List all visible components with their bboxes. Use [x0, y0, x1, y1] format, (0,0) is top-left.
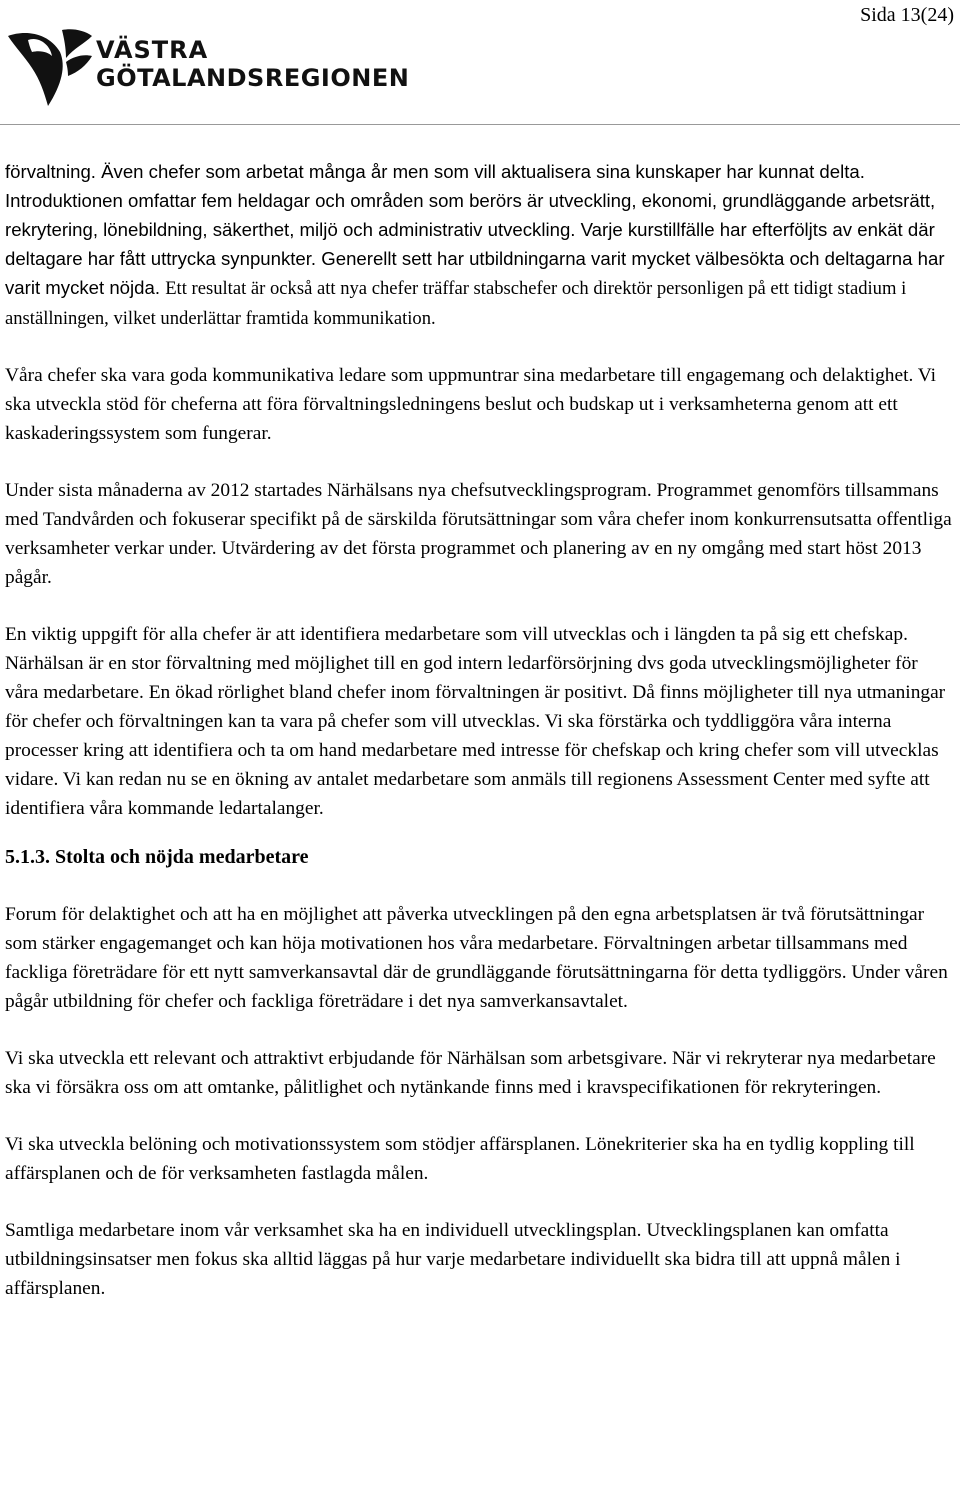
- header-divider: [0, 124, 960, 125]
- paragraph-text: Ett resultat är också att nya chefer träffar stabschefer och direktör personligen på ett tidigt stadium i anställningen, vilket underlättar framtida kommunikation.: [5, 278, 907, 329]
- logo-line-1: VÄSTRA: [96, 36, 209, 64]
- paragraph-employer-offer: Vi ska utveckla ett relevant och attraktivt erbjudande för Närhälsan som arbetsgivare. När vi rekryterar nya medarbetare ska vi försäkra oss om att omtanke, pålitlighet och nytänkande finns med i kravspecifikationen för rekryteringen.: [5, 1048, 936, 1098]
- page-number: Sida 13(24): [860, 4, 954, 26]
- paragraph-rewards: Vi ska utveckla belöning och motivationssystem som stödjer affärsplanen. Lönekriterier ska ha en tydlig koppling till affärsplanen och de för verksamheten fastlagda målen.: [5, 1134, 915, 1184]
- paragraph-text: Varje kurstillfälle har efterföljts av enkät där deltagare har fått uttrycka synpunkter.: [5, 219, 935, 269]
- logo-line-2: GÖTALANDSREGIONEN: [96, 64, 410, 92]
- document-body: [5, 157, 955, 1303]
- page-header: [0, 0, 960, 118]
- organization-logo: [4, 22, 410, 108]
- paragraph-text: förvaltning. Även chefer som arbetat många år men som vill aktualisera sina kunskaper har kunnat delta. Introduktionen omfattar fem heldagar och områden som berörs är utveckling, ekonomi, grundläggande arbetsrätt, rekrytering, lönebildning, säkerthet, miljö och administrativ utveckling.: [5, 161, 936, 240]
- paragraph-talent: En viktig uppgift för alla chefer är att identifiera medarbetare som vill utvecklas och i längden ta på sig ett chefskap. Närhälsan är en stor förvaltning med möjlighet till en god intern ledarförsörjning dvs goda utvecklingsmöjligheter för våra medarbetare. En ökad rörlighet bland chefer inom förvaltningen är positivt. Då finns möjligheter till nya utmaningar för chefer och förvaltningen kan ta vara på chefer som vill utvecklas. Vi ska förstärka och tyddliggöra våra interna processer kring att identifiera och ta om hand medarbetare med intresse för chefskap och kring chefer som vill utvecklas vidare. Vi kan redan nu se en ökning av antalet medarbetare som anmäls till regionens Assessment Center med syfte att identifiera våra kommande ledartalanger.: [5, 624, 946, 819]
- section-heading: 5.1.3. Stolta och nöjda medarbetare: [5, 846, 309, 868]
- vastra-gotalandsregionen-logo-icon: [4, 22, 94, 108]
- paragraph-communication: Våra chefer ska vara goda kommunikativa ledare som uppmuntrar sina medarbetare till engagemang och delaktighet. Vi ska utveckla stöd för cheferna att föra förvaltningsledningens beslut och budskap ut i verksamheterna genom att ett kaskaderingssystem som fungerar.: [5, 365, 937, 444]
- paragraph-intro: [5, 157, 955, 333]
- paragraph-development-plan: Samtliga medarbetare inom vår verksamhet ska ha en individuell utvecklingsplan. Utvecklingsplanen kan omfatta utbildningsinsatser men fokus ska alltid läggas på hur varje medarbetare individuellt ska bidra till att uppnå målen i affärsplanen.: [5, 1220, 901, 1299]
- paragraph-text: Generellt sett har utbildningarna varit mycket välbesökta och deltagarna har varit mycket nöjda.: [5, 248, 945, 298]
- paragraph-leadership-program: Under sista månaderna av 2012 startades Närhälsans nya chefsutvecklingsprogram. Programmet genomförs tillsammans med Tandvården och fokuserar specifikt på de särskilda förutsättningar som våra chefer inom konkurrensutsatta offentliga verksamheter verkar under. Utvärdering av det första programmet och planering av en ny omgång med start höst 2013 pågår.: [5, 480, 952, 588]
- paragraph-participation: Forum för delaktighet och att ha en möjlighet att påverka utvecklingen på den egna arbetsplatsen är två förutsättningar som stärker engagemanget och kan höja motivationen hos våra medarbetare. Förvaltningen arbetar tillsammans med fackliga företrädare för ett nytt samverkansavtal där de grundläggande förutsättningarna för detta tydliggörs. Under våren pågår utbildning för chefer och fackliga företrädare i det nya samverkansavtalet.: [5, 904, 948, 1012]
